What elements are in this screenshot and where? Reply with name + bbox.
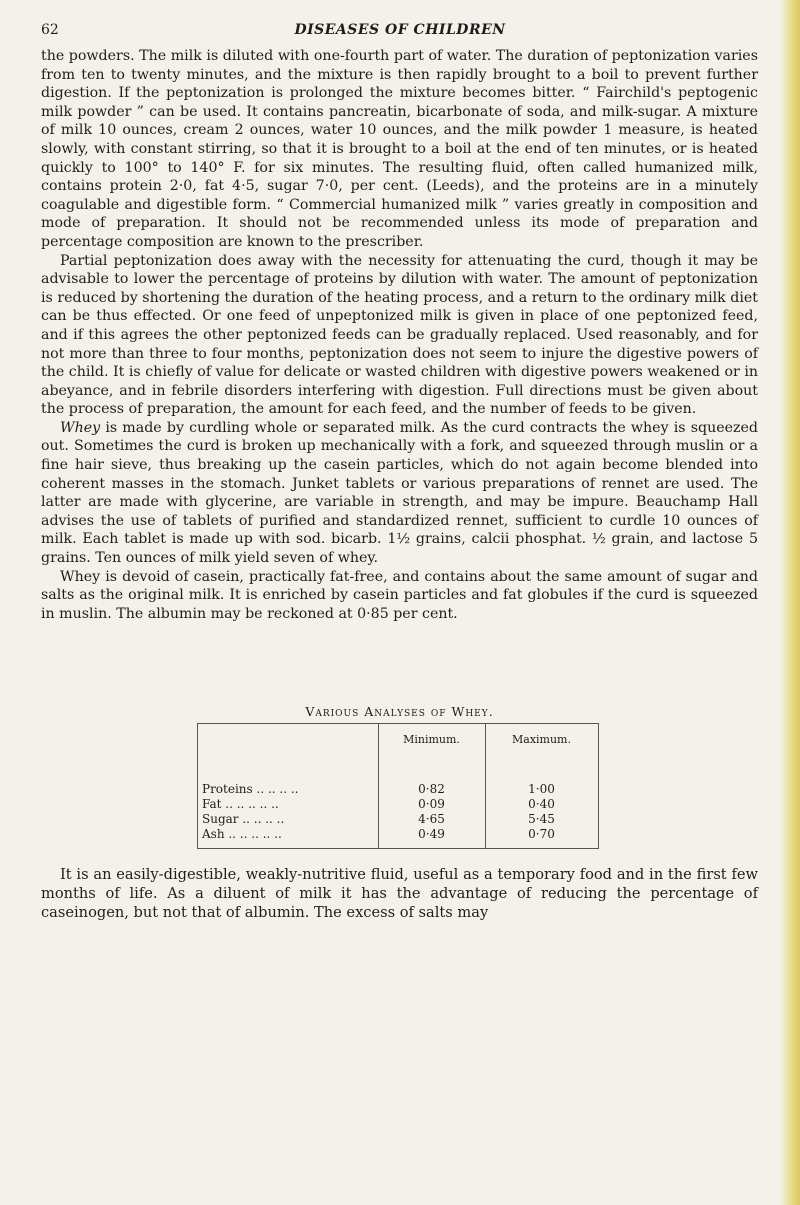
row-maximum: 1·00	[528, 782, 555, 796]
paragraph-text: Whey is devoid of casein, practically fat-free, and contains about the same amount of sugar and salts as the original milk. It is enriched by casein particles and fat globules if the curd is squeezed in muslin. The albumin may be reckoned at 0·85 per cent.	[41, 568, 758, 622]
paragraph-partial-peptonization	[41, 252, 758, 419]
header-minimum: Minimum.	[403, 733, 460, 746]
row-maximum: 0·40	[528, 797, 555, 811]
running-head: DISEASES OF CHILDREN	[294, 22, 506, 38]
page-edge-shadow	[780, 0, 800, 1205]
paragraph-whey-composition	[41, 568, 758, 624]
lead-term: Whey	[60, 419, 101, 436]
row-minimum: 0·82	[418, 782, 445, 796]
table-title: Various Analyses of Whey.	[305, 704, 494, 719]
row-minimum: 0·49	[418, 827, 445, 841]
header-maximum: Maximum.	[512, 733, 571, 746]
table-row	[198, 812, 598, 827]
page-number: 62	[41, 22, 59, 38]
closing-text	[41, 865, 758, 922]
row-label: Ash .. .. .. .. ..	[202, 827, 282, 841]
row-maximum: 5·45	[528, 812, 555, 826]
paragraph-peptonization	[41, 47, 758, 252]
row-label: Proteins .. .. .. ..	[202, 782, 299, 796]
whey-analysis-table	[197, 723, 599, 849]
row-minimum: 4·65	[418, 812, 445, 826]
paragraph-text: is made by curdling whole or separated milk. As the curd contracts the whey is squeezed out. Sometimes the curd is broken up mechanically with a fork, and squeezed through muslin or a fine hair sieve, thus breaking up the casein particles, which do not again become blended into coherent masses in the stomach. Junket tablets or various preparations of rennet are used. The latter are made with glycerine, are variable in strength, and may be impure. Beauchamp Hall advises the use of tablets of purified and standardized rennet, sufficient to curdle 10 ounces of milk. Each tablet is made up with sod. bicarb. 1½ grains, calcii phosphat. ½ grain, and lactose 5 grains. Ten ounces of milk yield seven of whey.	[41, 419, 758, 567]
paragraph-whey	[41, 419, 758, 568]
table-row	[198, 782, 598, 797]
row-minimum: 0·09	[418, 797, 445, 811]
body-text	[41, 47, 758, 623]
paragraph-text: Partial peptonization does away with the necessity for attenuating the curd, though it may be advisable to lower the percentage of proteins by dilution with water. The amount of peptonization is reduced by shortening the duration of the heating process, and a return to the ordinary milk diet can be thus effected. Or one feed of unpeptonized milk is given in place of one peptonized feed, and if this agrees the other peptonized feeds can be gradually replaced. Used reasonably, and for not more than three to four months, peptonization does not seem to injure the digestive powers of the child. It is chiefly of value for delicate or wasted children with digestive powers weakened or in abeyance, and in febrile disorders interfering with digestion. Full directions must be given about the process of preparation, the amount for each feed, and the number of feeds to be given.	[41, 252, 758, 418]
paragraph-text: the powders. The milk is diluted with one-fourth part of water. The duration of peptonization varies from ten to twenty minutes, and the mixture is then rapidly brought to a boil to prevent further digestion. If the peptonization is prolonged the mixture becomes bitter. “ Fairchild's peptogenic milk powder ” can be used. It contains pancreatin, bicarbonate of soda, and milk-sugar. A mixture of milk 10 ounces, cream 2 ounces, water 10 ounces, and the milk powder 1 measure, is heated slowly, with constant stirring, so that it is brought to a boil at the end of ten minutes, or is heated quickly to 100° to 140° F. for six minutes. The resulting fluid, often called humanized milk, contains protein 2·0, fat 4·5, sugar 7·0, per cent. (Leeds), and the proteins are in a minutely coagulable and digestible form. “ Commercial humanized milk ” varies greatly in composition and mode of preparation. It should not be recommended unless its mode of preparation and percentage composition are known to the prescriber.	[41, 48, 758, 250]
paragraph-whey-uses: It is an easily-digestible, weakly-nutritive fluid, useful as a temporary food and in the first few months of life. As a diluent of milk it has the advantage of reducing the percentage of caseinogen, but not that of albumin. The excess of salts may	[41, 866, 758, 921]
page-header	[41, 20, 759, 40]
row-label: Fat .. .. .. .. ..	[202, 797, 279, 811]
row-maximum: 0·70	[528, 827, 555, 841]
row-label: Sugar .. .. .. ..	[202, 812, 285, 826]
table-row	[198, 797, 598, 812]
table-row	[198, 827, 598, 842]
